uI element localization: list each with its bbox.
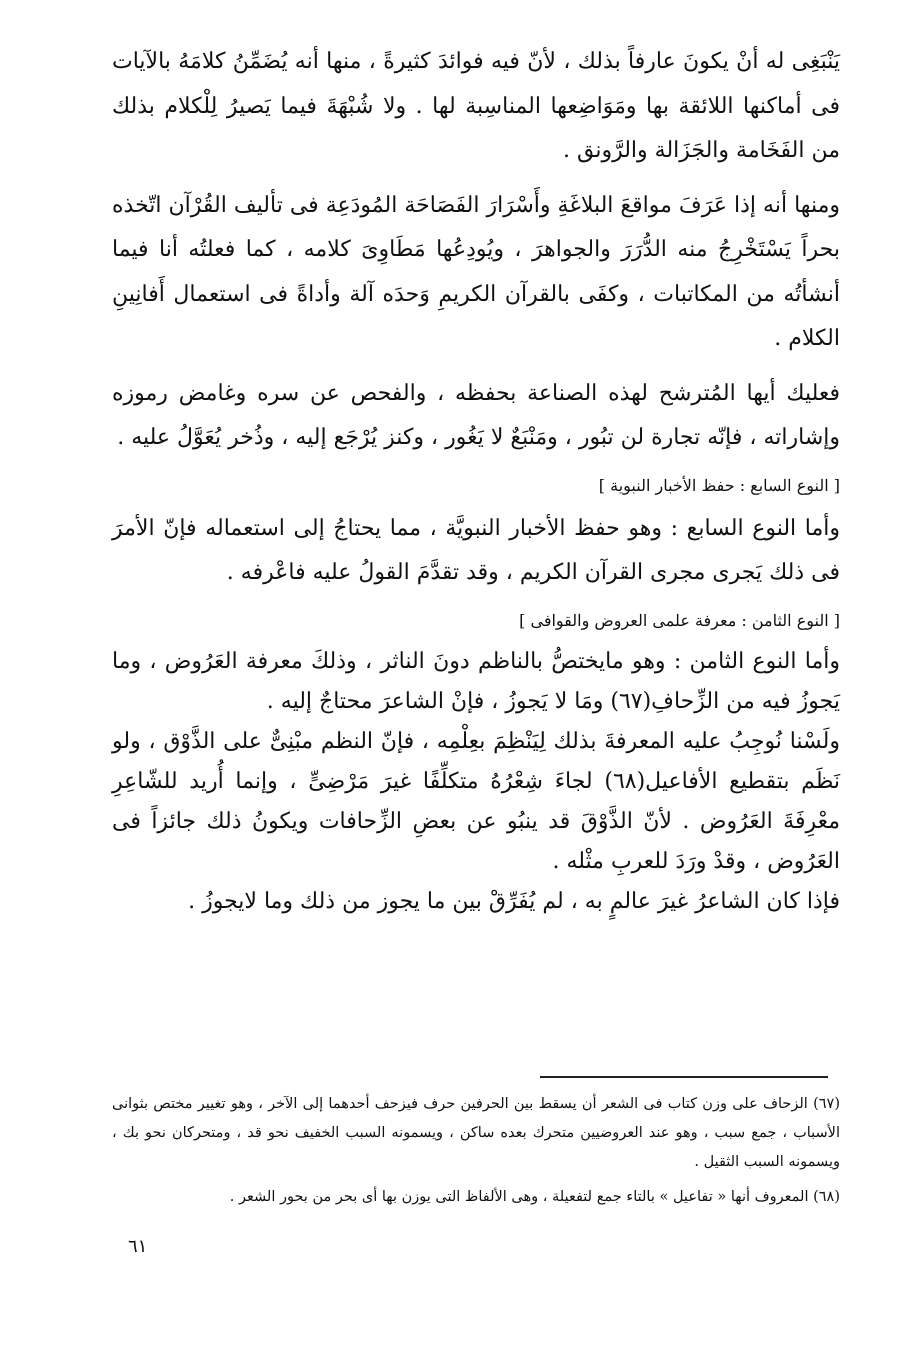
paragraph-seventh-type: وأما النوع السابع : وهو حفظ الأخبار النبويَّة ، مما يحتاجُ إلى استعماله فإنّ الأمرَ فى ذلك يَجرى مجرى القرآن الكريم ، وقد تقدَّمَ القولُ عليه فاعْرفه . [112,515,840,585]
paragraph-memorization-advice: فعليك أيها المُترشح لهذه الصناعة بحفظه ، والفحص عن سره وغامض رموزه وإشاراته ، فإنّه تجارة لن تبُور ، ومَنْبَعٌ لا يَغُور ، وكنز يُرْجَع إليه ، وذُخر يُعَوَّلُ عليه . [112,380,840,450]
footnote-divider [540,1076,828,1078]
footnote-68: (٦٨) المعروف أنها « تفاعيل » بالتاء جمع لتفعيلة ، وهى الألفاظ التى يوزن بها أى بحر من بحور الشعر . [229,1189,840,1205]
paragraph-quran-eloquence: ومنها أنه إذا عَرَفَ مواقعَ البلاغَةِ وأَسْرَارَ الفَصَاحَة المُودَعِة فى تأليف القُرْآن اتّخذه بحراً يَسْتَخْرِجُ منه الدُّرَرَ والجواهرَ ، ويُودِعُها مَطَاوِىَ كلامه ، كما فعلتُه أنا فيما أنشأتُه من المكاتبات ، وكفَى بالقرآن الكريمِ وَحدَه آلة وأداةً فى استعمال أَفانِينِ الكلام . [112,192,840,351]
section-heading-eighth-type: [ النوع الثامن : معرفة علمى العروض والقوافى ] [519,610,840,630]
main-text [112,40,840,922]
paragraph-eighth-type: وأما النوع الثامن : وهو مايختصُّ بالناظم دونَ الناثر ، وذلكَ معرفة العَرُوض ، وما يَجوزُ فيه من الزِّحافِ(٦٧) ومَا لا يَجوزُ ، فإنْ الشاعرَ محتاجٌ إليه . [112,648,840,714]
paragraph-quran-quotation: يَنْبَغِى له أنْ يكونَ عارفاً بذلك ، لأنّ فيه فوائدَ كثيرةً ، منها أنه يُضَمِّنُ كلامَهُ بالآيات فى أماكنها اللائقة بها ومَوَاضِعها المناسِبة لها . ولا شُبْهَةَ فيما يَصيرُ لِلْكلام بذلك من الفَخَامة والجَزَالة والرَّونق . [112,49,840,163]
page-number: ٦١ [128,1236,148,1257]
section-heading-seventh-type: [ النوع السابع : حفظ الأخبار النبوية ] [598,475,840,495]
paragraph-ignorant-poet: فإذا كان الشاعرُ غيرَ عالمٍ به ، لم يُفَرِّقْ بين ما يجوز من ذلك وما لايجوزُ . [188,888,840,914]
footnotes [112,1090,840,1212]
footnote-67: (٦٧) الزحاف على وزن كتاب فى الشعر أن يسقط بين الحرفين حرف فيزحف أحدهما إلى الآخر ، وهو تغيير مختص بثوانى الأسباب ، جمع سبب ، وهو عند العروضيين متحرك بعده ساكن ، ويسمونه السبب الخفيف نحو قد ، ومتحركان نحو بك ، ويسمونه السبب الثقيل . [112,1096,840,1170]
paragraph-taste-and-meter: ولَسْنا نُوجِبُ عليه المعرفةَ بذلك لِيَنْظِمَ بعِلْمِه ، فإنّ النظم مبْنِىٌّ على الذَّوْق ، ولو نَظَم بتقطيع الأفاعيل(٦٨) لجاءَ شِعْرُهُ متكلِّفًا غيرَ مَرْضِىٍّ ، وإنما أُريد للشّاعِرِ معْرِفَةَ العَرُوض . لأنّ الذَّوْقَ قد ينبُو عن بعضِ الزِّحافات ويكونُ ذلك جائزاً فى العَرُوض ، وقدْ ورَدَ للعربِ مثْله . [112,728,840,874]
